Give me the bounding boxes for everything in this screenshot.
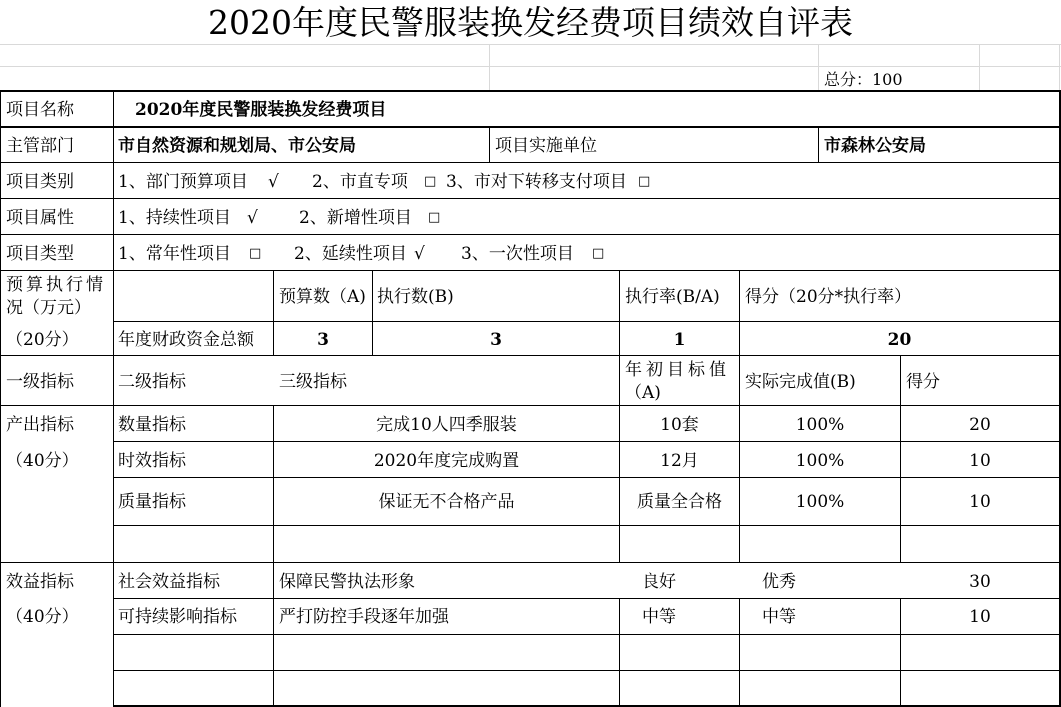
- table-border: [113, 90, 114, 707]
- header-level1: 一级指标: [6, 372, 74, 392]
- category-opt1-mark: √: [268, 172, 279, 192]
- header-exec: 执行数(B): [377, 287, 454, 307]
- attribute-opt2: 2、新增性项目: [299, 208, 412, 228]
- label-project-name: 项目名称: [6, 100, 74, 120]
- output-row2-score: 10: [969, 451, 991, 471]
- benefit-row1-actual: 优秀: [762, 572, 796, 592]
- label-dept: 主管部门: [6, 136, 74, 156]
- table-border: [0, 405, 1061, 406]
- gridline: [0, 66, 1061, 67]
- table-border: [113, 321, 1061, 322]
- header-budget-score: 得分（20分*执行率）: [745, 287, 912, 307]
- table-border: [739, 598, 740, 707]
- output-row2-actual: 100%: [795, 451, 845, 471]
- label-category: 项目类别: [6, 172, 74, 192]
- gridline: [1059, 44, 1060, 90]
- attribute-opt1: 1、持续性项目: [118, 208, 231, 228]
- output-row1-actual: 100%: [795, 415, 845, 435]
- header-level3: 三级指标: [279, 372, 347, 392]
- benefit-score: （40分）: [6, 607, 79, 627]
- benefit-row1-score: 30: [969, 572, 991, 592]
- type-opt2-mark: √: [414, 244, 425, 264]
- table-border: [113, 670, 1061, 671]
- benefit-row2-target: 中等: [642, 607, 676, 627]
- type-opt2: 2、延续性项目: [294, 244, 407, 264]
- benefit-row2-level2: 可持续影响指标: [118, 607, 237, 627]
- table-border: [0, 234, 1061, 235]
- budget-value: 3: [317, 330, 329, 350]
- table-border: [113, 441, 1061, 442]
- output-row3-level2: 质量指标: [118, 492, 186, 512]
- category-opt1: 1、部门预算项目: [118, 172, 248, 192]
- category-opt2: 2、市直专项: [312, 172, 408, 192]
- table-border: [0, 562, 1061, 563]
- output-row1-score: 20: [969, 415, 991, 435]
- table-border: [0, 90, 1061, 92]
- label-type: 项目类型: [6, 244, 74, 264]
- header-actual: 实际完成值(B): [745, 372, 856, 392]
- project-name-value: 2020年度民警服装换发经费项目: [135, 100, 387, 120]
- benefit-row2-actual: 中等: [762, 607, 796, 627]
- table-border: [113, 477, 1061, 478]
- type-opt1: 1、常年性项目: [118, 244, 231, 264]
- budget-score-value: 20: [887, 330, 912, 350]
- attribute-opt2-mark: □: [428, 210, 441, 225]
- table-border: [113, 525, 1061, 526]
- output-row3-level3: 保证无不合格产品: [378, 492, 515, 512]
- output-row1-level2: 数量指标: [118, 415, 186, 435]
- table-border: [113, 634, 1061, 635]
- benefit-row1-level3: 保障民警执法形象: [279, 572, 415, 592]
- exec-value: 3: [490, 330, 502, 350]
- output-label: 产出指标: [6, 415, 74, 435]
- output-row3-target: 质量全合格: [637, 492, 722, 512]
- header-target-line2: （A): [625, 383, 661, 403]
- header-score: 得分: [906, 372, 940, 392]
- table-border: [0, 198, 1061, 199]
- benefit-row2-level3: 严打防控手段逐年加强: [279, 607, 449, 627]
- gridline: [818, 44, 819, 90]
- label-budget-exec-line2: 况（万元）: [6, 298, 91, 318]
- output-row3-score: 10: [969, 492, 991, 512]
- output-row1-level3: 完成10人四季服装: [376, 415, 517, 435]
- output-row2-level2: 时效指标: [118, 451, 186, 471]
- output-row2-target: 12月: [660, 451, 699, 471]
- dept-value: 市自然资源和规划局、市公安局: [118, 136, 356, 156]
- label-budget-score: （20分）: [6, 330, 79, 350]
- table-border: [0, 162, 1061, 163]
- type-opt3-mark: □: [592, 246, 605, 261]
- table-border: [619, 598, 620, 707]
- table-border: [0, 355, 1061, 356]
- benefit-row1-level2: 社会效益指标: [118, 572, 220, 592]
- header-level2: 二级指标: [118, 372, 186, 392]
- rate-value: 1: [673, 330, 686, 350]
- table-border: [113, 598, 1061, 599]
- table-border: [0, 90, 1, 707]
- gridline: [979, 44, 980, 90]
- benefit-row1-target: 良好: [642, 572, 676, 592]
- table-border: [0, 126, 1061, 128]
- total-score: 总分：100: [824, 70, 903, 89]
- gridline: [489, 44, 490, 90]
- category-opt2-mark: □: [424, 174, 437, 189]
- header-rate: 执行率(B/A): [625, 287, 720, 307]
- gridline: [0, 44, 1061, 45]
- category-opt3: 3、市对下转移支付项目: [446, 172, 627, 192]
- label-budget-exec-line1: 预算执行情: [6, 275, 106, 295]
- output-row1-target: 10套: [660, 415, 699, 435]
- type-opt3: 3、一次性项目: [461, 244, 574, 264]
- category-opt3-mark: □: [638, 174, 651, 189]
- table-border: [818, 126, 819, 162]
- table-border: [0, 270, 1061, 271]
- benefit-label: 效益指标: [6, 572, 74, 592]
- impl-unit-value: 市森林公安局: [824, 136, 926, 156]
- type-opt1-mark: □: [249, 246, 262, 261]
- label-impl-unit: 项目实施单位: [495, 136, 597, 156]
- budget-row-label: 年度财政资金总额: [118, 330, 254, 350]
- benefit-row2-score: 10: [969, 607, 991, 627]
- label-attribute: 项目属性: [6, 208, 74, 228]
- attribute-opt1-mark: √: [247, 208, 258, 228]
- header-budget: 预算数（A): [279, 287, 366, 307]
- output-row3-actual: 100%: [795, 492, 845, 512]
- table-border: [489, 126, 490, 162]
- output-row2-level3: 2020年度完成购置: [373, 451, 520, 471]
- output-score: （40分）: [6, 451, 79, 471]
- page-title: 2020年度民警服装换发经费项目绩效自评表: [208, 3, 853, 42]
- header-target-line1: 年初目标值: [625, 360, 730, 380]
